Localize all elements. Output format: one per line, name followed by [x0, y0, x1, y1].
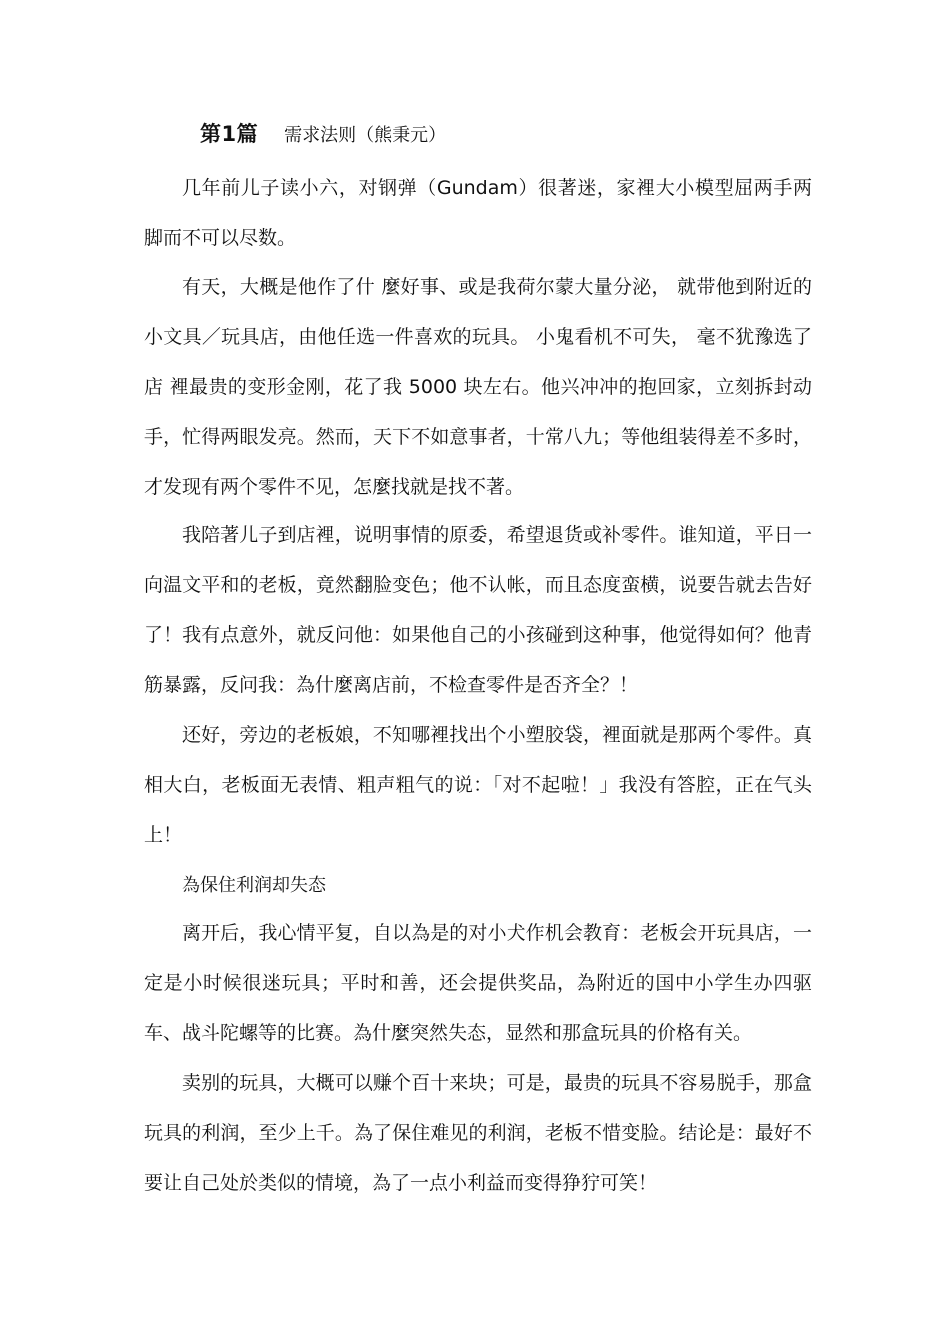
paragraph-3: 我陪著儿子到店裡，说明事情的原委，希望退货或补零件。谁知道，平日一向温文平和的老板，竟然翻脸变色；他不认帐，而且态度蛮横，说要告就去告好了！我有点意外，就反问他：如果他自己的小孩碰到这种事，他觉得如何？他青筋暴露，反问我：為什麼离店前，不检查零件是否齐全？！ — [144, 524, 812, 696]
paragraph-5: 离开后，我心情平复，自以為是的对小犬作机会教育：老板会开玩具店，一定是小时候很迷玩具；平时和善，还会提供奖品，為附近的国中小学生办四驱车、战斗陀螺等的比赛。為什麼突然失态，显然和那盒玩具的价格有关。 — [144, 922, 812, 1044]
title-row — [200, 118, 446, 148]
article-title: 需求法则（熊秉元） — [284, 125, 447, 146]
section-subheading: 為保住利润却失态 — [182, 875, 326, 896]
chapter-label: 第1篇 — [200, 122, 259, 146]
paragraph-1: 几年前儿子读小六，对钢弹（Gundam）很著迷，家裡大小模型屈两手两脚而不可以尽数。 — [144, 177, 812, 249]
paragraph-6: 卖别的玩具，大概可以赚个百十来块；可是，最贵的玩具不容易脱手，那盒玩具的利润，至少上千。為了保住难见的利润，老板不惜变脸。结论是：最好不要让自己处於类似的情境，為了一点小利益而变得狰狞可笑！ — [144, 1072, 812, 1194]
paragraph-2: 有天，大概是他作了什 麼好事、或是我荷尔蒙大量分泌， 就带他到附近的小文具／玩具店，由他任选一件喜欢的玩具。 小鬼看机不可失， 毫不犹豫选了店 裡最贵的变形金刚，花了我 5000 块左右。他兴冲冲的抱回家，立刻拆封动手，忙得两眼发亮。然而，天下不如意事者，十常八九；等他组装得差不多时，才发现有两个零件不见，怎麼找就是找不著。 — [144, 276, 812, 498]
paragraph-4: 还好，旁边的老板娘，不知哪裡找出个小塑胶袋，裡面就是那两个零件。真相大白，老板面无表情、粗声粗气的说：「对不起啦！」我没有答腔，正在气头上！ — [144, 724, 812, 846]
